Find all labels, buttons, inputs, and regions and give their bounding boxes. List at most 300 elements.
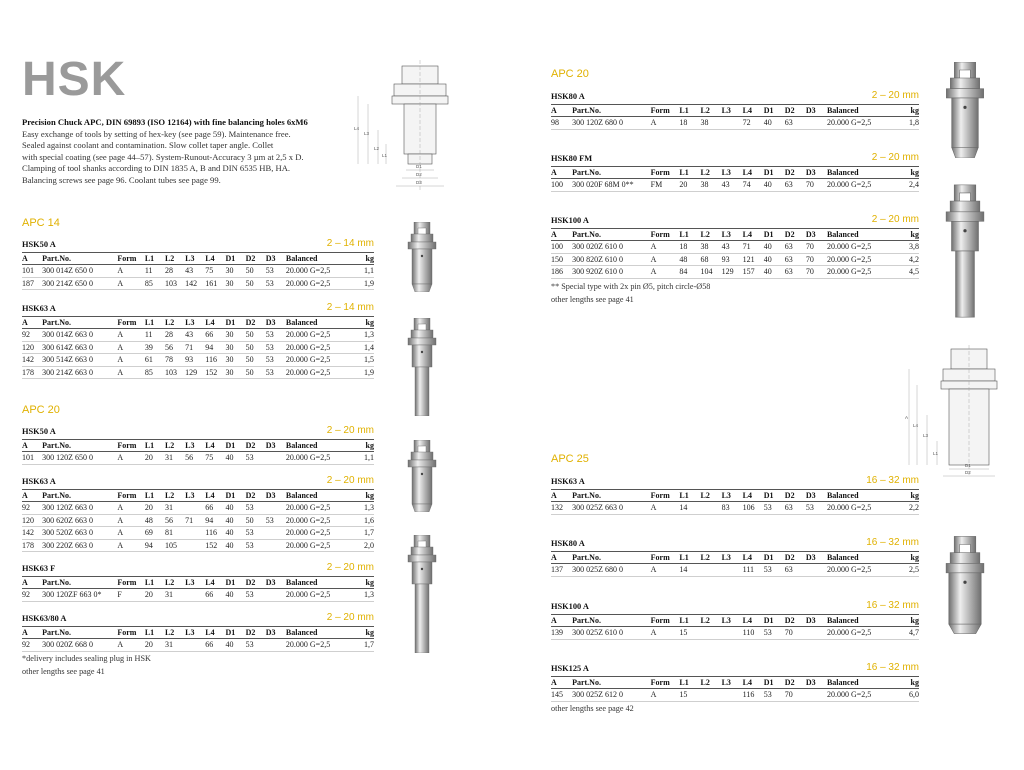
table-cell: 53 — [266, 341, 286, 354]
table-cell: 3,8 — [892, 241, 919, 254]
table-cell: 63 — [785, 241, 806, 254]
table-cell: A — [117, 539, 144, 552]
table-cell — [185, 502, 205, 515]
flange — [411, 452, 433, 460]
column-header: D3 — [806, 615, 827, 627]
hsk-taper — [414, 222, 430, 234]
table-cell: 20.000 G=2,5 — [827, 627, 892, 640]
table-cell: 53 — [764, 627, 785, 640]
column-header: kg — [892, 615, 919, 627]
table-cell: 4,2 — [892, 253, 919, 266]
column-header: L3 — [185, 317, 205, 329]
intro-heading: Precision Chuck APC, DIN 69893 (ISO 12164) with fine balancing holes 6xM6 — [22, 117, 308, 127]
table-cell: 300 514Z 663 0 — [42, 354, 117, 367]
collar — [408, 460, 436, 467]
table-cell: 1,1 — [348, 452, 374, 465]
table-cell: 43 — [185, 265, 205, 278]
column-header: Part.No. — [572, 677, 651, 689]
table-cell: 1,7 — [348, 527, 374, 540]
table-row — [551, 266, 919, 279]
column-header: L1 — [679, 490, 700, 502]
table-cell: 106 — [743, 502, 764, 515]
column-header: L1 — [145, 627, 165, 639]
table-heading — [551, 216, 919, 229]
table-cell: 71 — [743, 241, 764, 254]
flange — [950, 201, 980, 212]
column-header: L4 — [205, 253, 225, 265]
extension — [415, 367, 429, 416]
technical-drawing-top — [350, 60, 480, 195]
table-cell: 300 120Z 663 0 — [42, 502, 117, 515]
clamping-range: 2 – 14 mm — [326, 302, 374, 313]
table-cell: 2,5 — [892, 564, 919, 577]
table-hsk80fm-apc20 — [551, 154, 919, 192]
flange — [950, 78, 979, 89]
table-cell: 300 020F 68M 0** — [572, 179, 651, 192]
table-cell: 300 025Z 663 0 — [572, 502, 651, 515]
table-cell: 300 014Z 650 0 — [42, 265, 117, 278]
table-row — [22, 639, 374, 652]
table-cell: 85 — [145, 277, 165, 290]
table-cell: 38 — [700, 117, 721, 130]
table-cell: A — [117, 514, 144, 527]
intro-line: with special coating (see page 44–57). System-Runout-Accuracy 3 µm at 2,5 x D. — [22, 151, 304, 162]
table-cell: 300 120Z 650 0 — [42, 452, 117, 465]
column-header: kg — [348, 253, 374, 265]
table-cell — [185, 589, 205, 602]
column-header: A — [551, 615, 572, 627]
table-cell: 53 — [266, 354, 286, 367]
holder-name: HSK63 F — [22, 564, 56, 573]
table-cell: 300 920Z 610 0 — [572, 266, 651, 279]
table-row — [551, 627, 919, 640]
table-cell: 100 — [551, 179, 572, 192]
table-cell: 11 — [145, 265, 165, 278]
column-header: D2 — [246, 490, 266, 502]
table-cell: 4,7 — [892, 627, 919, 640]
hsk-taper — [954, 62, 975, 78]
table-row — [22, 589, 374, 602]
nose — [412, 284, 432, 292]
column-header: L1 — [679, 615, 700, 627]
table-heading — [22, 240, 374, 253]
table-cell: 81 — [165, 527, 185, 540]
column-header: D3 — [806, 105, 827, 117]
column-header: A — [551, 105, 572, 117]
clamping-range: 2 – 20 mm — [326, 612, 374, 623]
column-header: Form — [651, 229, 680, 241]
column-header: L3 — [722, 490, 743, 502]
chuck-image-hsk100-apc20 — [938, 180, 992, 322]
table-cell: 1,8 — [892, 117, 919, 130]
table-cell: 104 — [700, 266, 721, 279]
column-header: D1 — [225, 253, 245, 265]
chuck-image-hsk63-apc20 — [402, 535, 442, 653]
column-header: Part.No. — [42, 577, 117, 589]
table-cell: 15 — [679, 627, 700, 640]
table-cell: 50 — [246, 354, 266, 367]
column-header: D1 — [764, 229, 785, 241]
table-cell: 40 — [225, 539, 245, 552]
table-cell: 300 025Z 680 0 — [572, 564, 651, 577]
table-cell: 20.000 G=2,5 — [827, 117, 892, 130]
table-cell: 1,5 — [348, 354, 374, 367]
table-cell: 116 — [205, 527, 225, 540]
table-cell — [185, 539, 205, 552]
table-cell: 300 520Z 663 0 — [42, 527, 117, 540]
table-cell: 40 — [764, 179, 785, 192]
table-cell: 69 — [145, 527, 165, 540]
holder-name: HSK63 A — [22, 477, 56, 486]
table-cell: 20.000 G=2,5 — [827, 564, 892, 577]
holder-name: HSK80 FM — [551, 154, 593, 163]
table-row — [22, 452, 374, 465]
dim-label-d1: D1 — [416, 164, 422, 169]
collar — [946, 563, 984, 572]
spec-table — [551, 229, 919, 279]
collar — [408, 338, 436, 345]
table-cell: A — [117, 265, 144, 278]
table-cell: 39 — [145, 341, 165, 354]
column-header: L2 — [700, 105, 721, 117]
spec-table — [22, 253, 374, 290]
table-cell: 120 — [22, 341, 42, 354]
table-cell: 31 — [165, 452, 185, 465]
column-header: Part.No. — [572, 229, 651, 241]
column-header: Form — [117, 440, 144, 452]
column-header: Balanced — [286, 317, 348, 329]
table-cell: 53 — [266, 277, 286, 290]
flange — [411, 547, 433, 555]
hsk-taper — [414, 440, 430, 452]
column-header: D1 — [764, 167, 785, 179]
spec-table — [551, 552, 919, 577]
collar — [408, 242, 436, 249]
column-header: L3 — [185, 577, 205, 589]
table-cell: 100 — [551, 241, 572, 254]
table-heading — [551, 92, 919, 105]
table-cell: 300 620Z 663 0 — [42, 514, 117, 527]
column-header: L2 — [700, 552, 721, 564]
chuck-image-hsk80-apc20 — [938, 62, 992, 158]
footnote-special-type: ** Special type with 2x pin Ø5, pitch circle-Ø58 — [551, 282, 711, 291]
table-cell: 187 — [22, 277, 42, 290]
table-cell: 38 — [700, 179, 721, 192]
table-cell — [806, 564, 827, 577]
column-header: A — [22, 317, 42, 329]
table-cell: 20.000 G=2,5 — [827, 253, 892, 266]
table-cell: 20.000 G=2,5 — [286, 502, 348, 515]
column-header: Balanced — [286, 577, 348, 589]
table-cell: FM — [651, 179, 680, 192]
table-cell: 71 — [185, 514, 205, 527]
table-cell: A — [651, 627, 680, 640]
column-header: A — [551, 229, 572, 241]
table-cell: 30 — [225, 265, 245, 278]
column-header: A — [22, 577, 42, 589]
clamping-range: 16 – 32 mm — [866, 600, 919, 611]
table-cell: 48 — [679, 253, 700, 266]
column-header: L4 — [743, 677, 764, 689]
table-cell: 18 — [679, 117, 700, 130]
other-lengths-note-apc25: other lengths see page 42 — [551, 704, 634, 713]
column-header: Part.No. — [42, 627, 117, 639]
table-cell: 142 — [22, 527, 42, 540]
table-cell: 53 — [246, 539, 266, 552]
column-header: kg — [348, 317, 374, 329]
spec-table — [22, 627, 374, 652]
table-cell: A — [651, 502, 680, 515]
table-cell: 145 — [551, 689, 572, 702]
hsk-taper — [414, 535, 430, 547]
table-cell: A — [651, 266, 680, 279]
extension — [956, 251, 975, 317]
spec-table — [22, 440, 374, 465]
table-cell: 53 — [266, 265, 286, 278]
table-cell: 152 — [205, 539, 225, 552]
table-cell: A — [117, 366, 144, 379]
column-header: D1 — [225, 317, 245, 329]
table-cell: 111 — [743, 564, 764, 577]
table-row — [551, 241, 919, 254]
table-cell: 70 — [785, 689, 806, 702]
table-cell: 56 — [185, 452, 205, 465]
table-hsk80a-apc25 — [551, 539, 919, 577]
table-cell: A — [651, 117, 680, 130]
column-header: L1 — [145, 490, 165, 502]
table-cell: 20.000 G=2,5 — [286, 589, 348, 602]
table-cell: 300 120ZF 663 0* — [42, 589, 117, 602]
table-heading — [551, 154, 919, 167]
chuck-image-apc25 — [938, 526, 992, 644]
table-row — [551, 564, 919, 577]
holder-name: HSK100 A — [551, 602, 589, 611]
table-cell — [700, 564, 721, 577]
column-header: L3 — [722, 677, 743, 689]
table-cell: 178 — [22, 366, 42, 379]
column-header: kg — [348, 577, 374, 589]
nose — [949, 624, 981, 633]
column-header: A — [22, 253, 42, 265]
clamping-range: 2 – 20 mm — [326, 562, 374, 573]
table-hsk100a-apc20 — [551, 216, 919, 279]
intro-line: Easy exchange of tools by setting of hex-key (see page 59). Maintenance free. — [22, 128, 291, 139]
body — [412, 467, 432, 504]
extension — [415, 584, 429, 653]
column-header: L3 — [185, 440, 205, 452]
table-cell: 38 — [700, 241, 721, 254]
table-cell: 53 — [266, 514, 286, 527]
column-header: L2 — [700, 229, 721, 241]
table-cell: A — [117, 354, 144, 367]
table-row — [22, 354, 374, 367]
column-header: D1 — [225, 577, 245, 589]
table-cell: 28 — [165, 329, 185, 342]
column-header: L1 — [679, 105, 700, 117]
table-cell: 50 — [246, 366, 266, 379]
table-row — [551, 117, 919, 130]
table-cell: 1,3 — [348, 502, 374, 515]
column-header: Form — [651, 615, 680, 627]
table-row — [22, 527, 374, 540]
column-header: L3 — [185, 627, 205, 639]
table-cell: 300 820Z 610 0 — [572, 253, 651, 266]
table-row — [22, 366, 374, 379]
column-header: Form — [651, 677, 680, 689]
table-cell: 53 — [246, 589, 266, 602]
table-cell: 20.000 G=2,5 — [827, 502, 892, 515]
table-cell: 30 — [225, 366, 245, 379]
technical-drawing-right — [905, 345, 1005, 480]
column-header: D1 — [225, 440, 245, 452]
table-cell: 70 — [806, 241, 827, 254]
table-cell: 53 — [764, 502, 785, 515]
column-header: L4 — [205, 490, 225, 502]
table-cell: 300 220Z 663 0 — [42, 539, 117, 552]
table-cell: 20.000 G=2,5 — [286, 639, 348, 652]
table-cell: A — [117, 277, 144, 290]
column-header: L2 — [700, 677, 721, 689]
table-cell: 75 — [205, 452, 225, 465]
table-cell: 53 — [266, 366, 286, 379]
column-header: L2 — [165, 253, 185, 265]
column-header: L2 — [165, 627, 185, 639]
table-cell: 31 — [165, 502, 185, 515]
table-cell: A — [117, 639, 144, 652]
column-header: Balanced — [286, 440, 348, 452]
column-header: D2 — [246, 253, 266, 265]
spec-table — [551, 615, 919, 640]
table-cell: 63 — [785, 502, 806, 515]
column-header: D3 — [266, 253, 286, 265]
dim-label-l4: L4 — [913, 423, 919, 428]
table-cell: 20.000 G=2,5 — [286, 514, 348, 527]
clamping-range: 2 – 20 mm — [871, 152, 919, 163]
column-header: D2 — [246, 440, 266, 452]
column-header: L1 — [145, 577, 165, 589]
column-header: D3 — [806, 167, 827, 179]
column-header: L2 — [700, 615, 721, 627]
table-heading — [551, 602, 919, 615]
table-cell: 20.000 G=2,5 — [286, 277, 348, 290]
table-hsk50a-apc20 — [22, 427, 374, 465]
table-cell: 71 — [185, 341, 205, 354]
clamping-range: 2 – 14 mm — [326, 238, 374, 249]
balancing-hole — [963, 581, 966, 584]
table-cell — [266, 502, 286, 515]
column-header: L4 — [743, 167, 764, 179]
column-header: kg — [892, 105, 919, 117]
column-header: D2 — [785, 677, 806, 689]
table-cell: 121 — [743, 253, 764, 266]
table-cell: 66 — [205, 502, 225, 515]
table-cell: 20.000 G=2,5 — [286, 539, 348, 552]
intro-line: Balancing screws see page 96. Coolant tubes see page 99. — [22, 174, 221, 185]
column-header: D3 — [266, 490, 286, 502]
table-cell: 300 214Z 650 0 — [42, 277, 117, 290]
table-cell: 101 — [22, 452, 42, 465]
table-cell: 20 — [145, 639, 165, 652]
table-cell: 53 — [246, 639, 266, 652]
balancing-hole — [421, 568, 423, 570]
body — [949, 573, 981, 624]
table-row — [551, 253, 919, 266]
table-cell: 93 — [185, 354, 205, 367]
column-header: L3 — [722, 105, 743, 117]
table-cell: 1,3 — [348, 589, 374, 602]
column-header: L4 — [743, 552, 764, 564]
table-cell: 50 — [246, 277, 266, 290]
table-cell: 70 — [806, 266, 827, 279]
table-cell: 150 — [551, 253, 572, 266]
section-apc20-left: APC 20 — [22, 404, 60, 416]
clamping-range: 2 – 20 mm — [326, 425, 374, 436]
column-header: Balanced — [827, 229, 892, 241]
dim-label-d2: D2 — [965, 470, 971, 475]
column-header: D2 — [246, 577, 266, 589]
table-cell: 84 — [679, 266, 700, 279]
column-header: L2 — [165, 440, 185, 452]
column-header: Form — [117, 577, 144, 589]
collar — [946, 212, 984, 221]
body — [952, 98, 979, 147]
table-cell: 66 — [205, 589, 225, 602]
table-cell: 110 — [743, 627, 764, 640]
clamping-range: 16 – 32 mm — [866, 537, 919, 548]
table-cell: 50 — [246, 329, 266, 342]
table-cell: 178 — [22, 539, 42, 552]
column-header: L4 — [743, 490, 764, 502]
table-cell: 2,2 — [892, 502, 919, 515]
table-cell — [266, 539, 286, 552]
table-cell — [700, 627, 721, 640]
column-header: D2 — [785, 167, 806, 179]
table-cell: 40 — [225, 589, 245, 602]
table-cell: 30 — [225, 277, 245, 290]
table-hsk50a-apc14 — [22, 240, 374, 290]
column-header: Form — [651, 490, 680, 502]
table-cell: 92 — [22, 589, 42, 602]
dim-label-l4: L4 — [354, 126, 360, 131]
table-cell: 66 — [205, 639, 225, 652]
table-cell: 103 — [165, 366, 185, 379]
column-header: L1 — [145, 253, 165, 265]
table-cell: A — [117, 452, 144, 465]
table-cell — [700, 502, 721, 515]
table-cell: 53 — [266, 329, 286, 342]
column-header: D1 — [225, 490, 245, 502]
spec-table — [551, 490, 919, 515]
table-cell: 83 — [722, 502, 743, 515]
column-header: L4 — [205, 577, 225, 589]
dim-label-l3: L3 — [364, 131, 370, 136]
holder-name: HSK63 A — [551, 477, 585, 486]
column-header: Part.No. — [572, 105, 651, 117]
table-cell: 103 — [165, 277, 185, 290]
table-cell: 94 — [145, 539, 165, 552]
column-header: Form — [651, 552, 680, 564]
table-cell: 53 — [764, 564, 785, 577]
table-cell: 93 — [722, 253, 743, 266]
holder-name: HSK125 A — [551, 664, 589, 673]
table-cell: 132 — [551, 502, 572, 515]
table-cell: 300 614Z 663 0 — [42, 341, 117, 354]
column-header: L1 — [145, 440, 165, 452]
table-cell: 14 — [679, 502, 700, 515]
column-header: L4 — [743, 229, 764, 241]
column-header: L3 — [722, 167, 743, 179]
table-cell: 20.000 G=2,5 — [827, 689, 892, 702]
